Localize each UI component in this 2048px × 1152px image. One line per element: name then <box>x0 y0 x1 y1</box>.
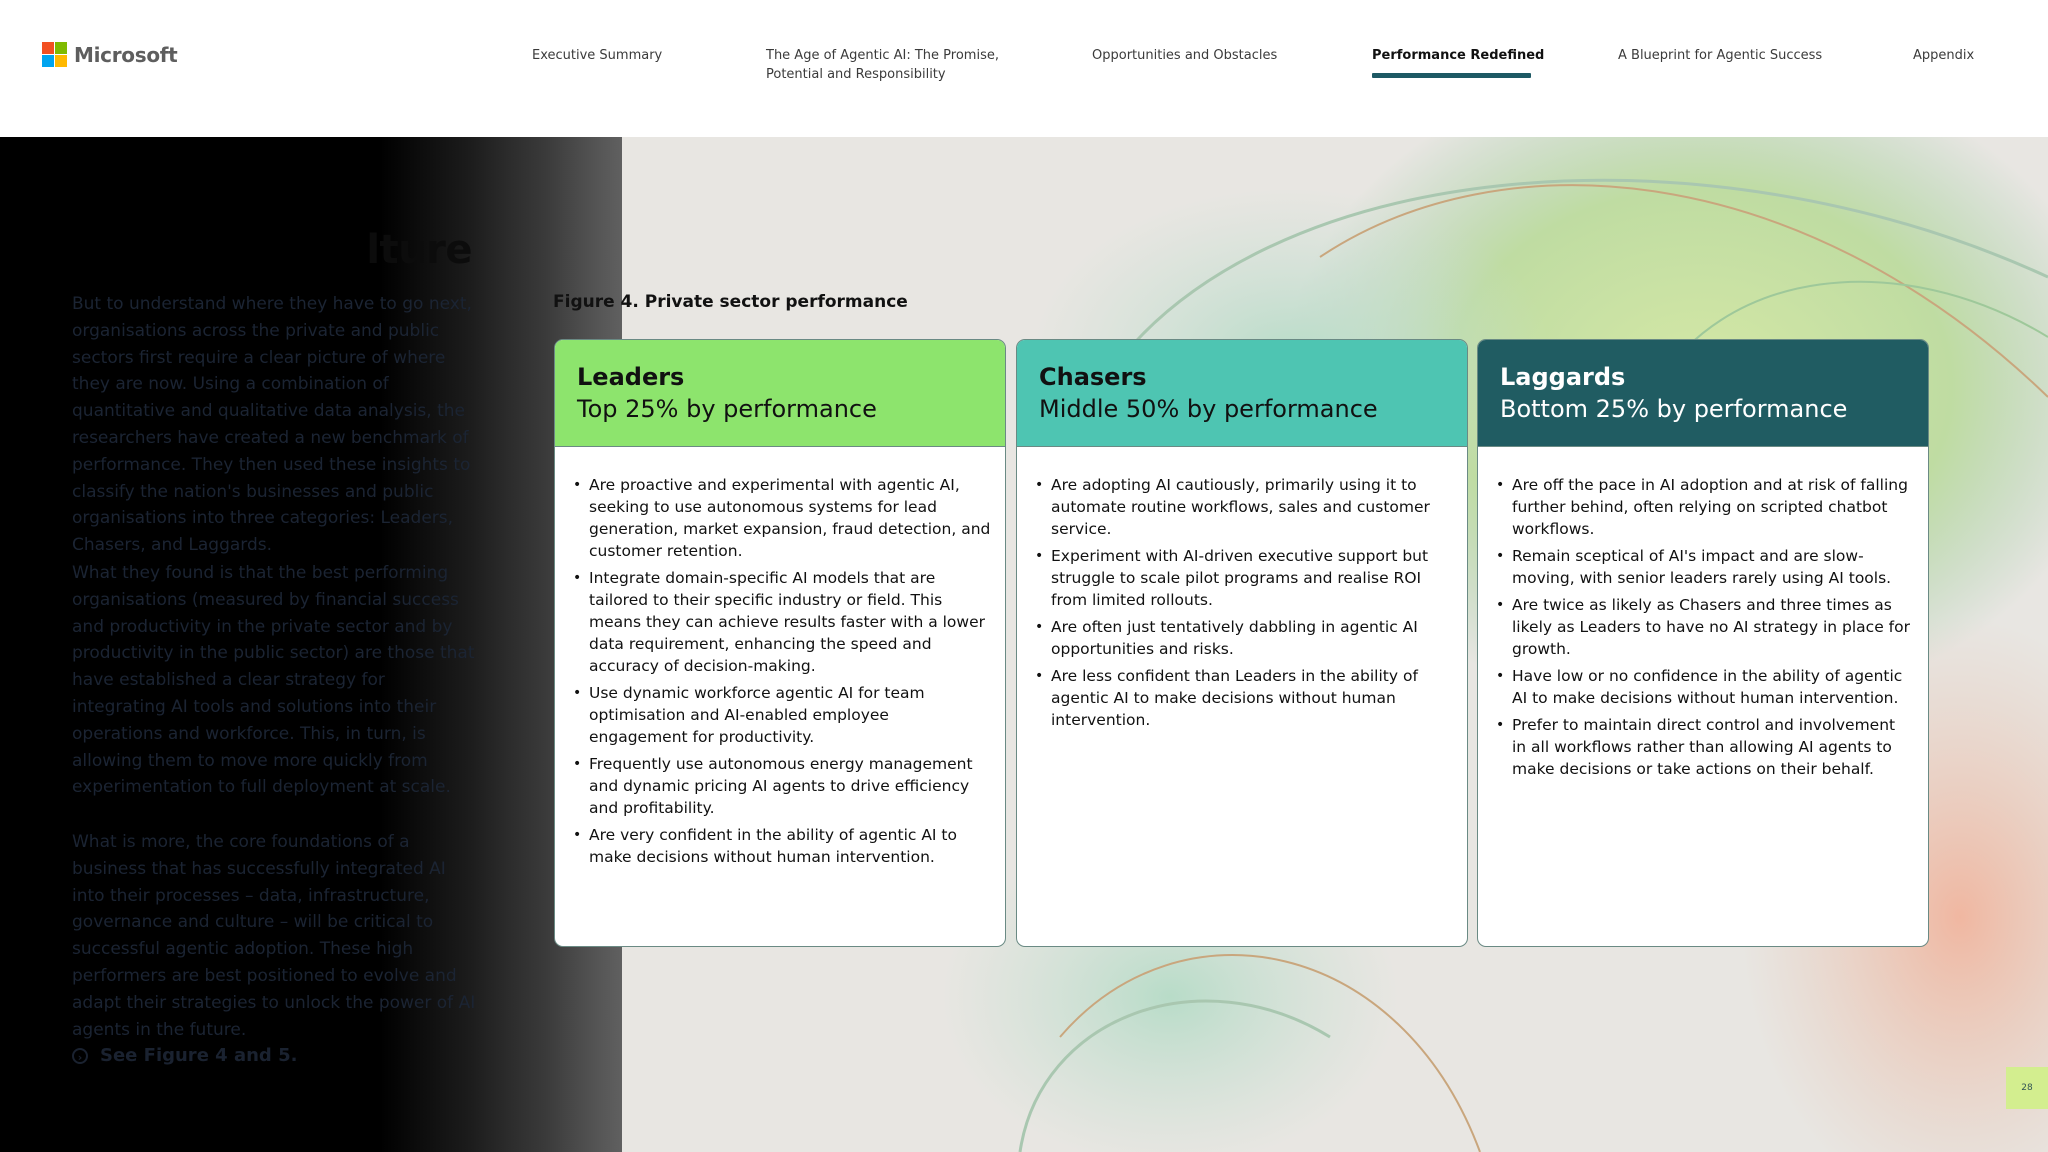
list-item: • Are less confident than Leaders in the ability of agentic AI to make decisions without human intervention. <box>1035 665 1453 731</box>
card-subtitle: Bottom 25% by performance <box>1500 395 1848 423</box>
windows-logo-icon <box>42 42 67 67</box>
nav-opportunities-and-obstacles[interactable]: Opportunities and Obstacles <box>1092 48 1278 63</box>
card-title: Leaders <box>577 363 685 391</box>
chasers-card-body <box>1017 447 1467 731</box>
laggards-card <box>1477 339 1929 947</box>
leaders-card-body <box>555 447 1005 868</box>
laggards-card-body <box>1478 447 1928 780</box>
section-heading-fragment: lture <box>366 227 472 273</box>
top-navigation-bar <box>0 0 2048 137</box>
foundations-paragraph: What is more, the core foundations of a business that has successfully integrated AI into their processes – data, infrastructure, governance and culture – will be critical to successful agentic adoption. These high performers are best positioned to evolve and adapt their strategies to unlock the power of AI agents in the future. <box>72 832 476 1040</box>
list-item: • Prefer to maintain direct control and involvement in all workflows rather than allowing AI agents to make decisions or take actions on their behalf. <box>1496 714 1914 780</box>
card-subtitle: Middle 50% by performance <box>1039 395 1378 423</box>
nav-age-of-agentic-ai[interactable] <box>766 46 999 84</box>
leaders-bullet-list <box>573 474 991 868</box>
logo-square-green <box>55 42 67 54</box>
list-item: • Are twice as likely as Chasers and three times as likely as Leaders to have no AI strategy in place for growth. <box>1496 594 1914 660</box>
list-item: • Are very confident in the ability of agentic AI to make decisions without human intervention. <box>573 824 991 868</box>
list-item: • Use dynamic workforce agentic AI for team optimisation and AI-enabled employee engagement for productivity. <box>573 682 991 748</box>
logo-square-yellow <box>55 55 67 67</box>
active-nav-indicator <box>1372 73 1531 78</box>
list-item: • Are adopting AI cautiously, primarily using it to automate routine workflows, sales and customer service. <box>1035 474 1453 540</box>
nav-executive-summary[interactable]: Executive Summary <box>532 48 663 63</box>
list-item: • Are off the pace in AI adoption and at risk of falling further behind, often relying on scripted chatbot workflows. <box>1496 474 1914 540</box>
card-subtitle: Top 25% by performance <box>577 395 877 423</box>
chasers-card <box>1016 339 1468 947</box>
nav-appendix[interactable]: Appendix <box>1913 48 1975 63</box>
page-number-badge: 28 <box>2006 1067 2048 1109</box>
list-item: • Remain sceptical of AI's impact and are slow-moving, with senior leaders rarely using AI tools. <box>1496 545 1914 589</box>
nav-blueprint-for-agentic-success[interactable]: A Blueprint for Agentic Success <box>1618 48 1823 63</box>
nav-performance-redefined[interactable]: Performance Redefined <box>1372 48 1545 63</box>
list-item: • Have low or no confidence in the ability of agentic AI to make decisions without human intervention. <box>1496 665 1914 709</box>
arrow-circle-icon: › <box>72 1048 88 1064</box>
list-item: • Integrate domain-specific AI models that are tailored to their specific industry or field. This means they can achieve results faster with a lower data requirement, enhancing the speed and accuracy of decision-making. <box>573 567 991 677</box>
nav-label-line-1: The Age of Agentic AI: The Promise, <box>766 48 999 63</box>
brand-name: Microsoft <box>74 42 178 67</box>
leaders-card <box>554 339 1006 947</box>
see-figure-link[interactable] <box>72 1045 297 1066</box>
chasers-card-header <box>1017 340 1467 447</box>
intro-paragraph: But to understand where they have to go next, organisations across the private and public sectors first require a clear picture of where they are now. Using a combination of quantitative and qualitative data analysis, the researchers have created a new benchmark of performance. They then used these insights to classify the nation's businesses and public organisations into three categories: Leaders, Chasers, and Laggards. <box>72 294 472 556</box>
logo-square-red <box>42 42 54 54</box>
laggards-card-header <box>1478 340 1928 447</box>
leaders-card-header <box>555 340 1005 447</box>
list-item: • Experiment with AI-driven executive support but struggle to scale pilot programs and realise ROI from limited rollouts. <box>1035 545 1453 611</box>
list-item: • Frequently use autonomous energy management and dynamic pricing AI agents to drive efficiency and profitability. <box>573 753 991 819</box>
findings-paragraph: What they found is that the best performing organisations (measured by financial success and productivity in the private sector and by productivity in the public sector) are those that have established a clear strategy for integrating AI tools and solutions into their operations and workforce. This, in turn, is allowing them to move more quickly from experimentation to full deployment at scale. <box>72 563 475 798</box>
card-title: Laggards <box>1500 363 1626 391</box>
nav-label-line-2: Potential and Responsibility <box>766 67 946 82</box>
list-item: • Are proactive and experimental with agentic AI, seeking to use autonomous systems for lead generation, market expansion, fraud detection, and customer retention. <box>573 474 991 562</box>
microsoft-logo[interactable] <box>42 42 177 67</box>
figure-caption: Figure 4. Private sector performance <box>553 292 908 312</box>
chasers-bullet-list <box>1035 474 1453 731</box>
card-title: Chasers <box>1039 363 1147 391</box>
laggards-bullet-list <box>1496 474 1914 780</box>
list-item: • Are often just tentatively dabbling in agentic AI opportunities and risks. <box>1035 616 1453 660</box>
logo-square-blue <box>42 55 54 67</box>
see-figure-label: See Figure 4 and 5. <box>100 1045 298 1066</box>
